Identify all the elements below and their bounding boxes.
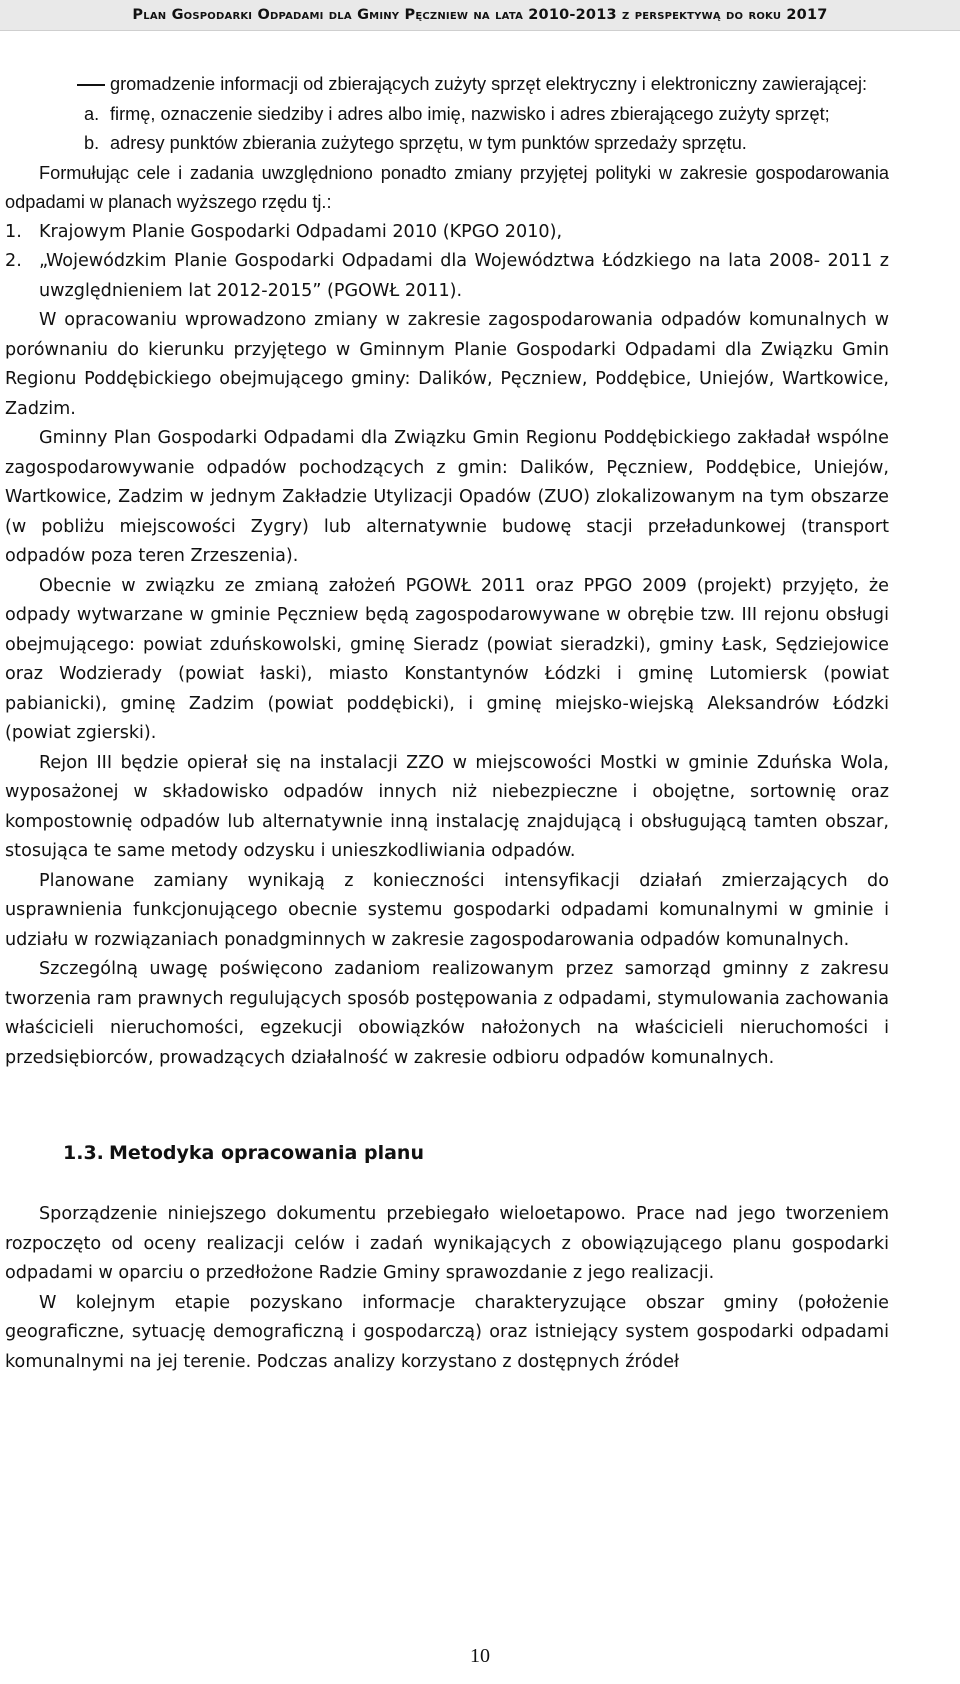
paragraph: Rejon III będzie opierał się na instalacji ZZO w miejscowości Mostki w gminie Zduńska Wola, wyposażonej w składowisko odpadów innych niż niebezpieczne i obojętne, sortownię oraz kompostownię odpadów lub alternatywnie inną instalację znajdującą i obsługującą tamten obszar, stosująca te same metody odzysku i unieszkodliwiania odpadów.: [5, 752, 889, 861]
numbered-item-text: „Wojewódzkim Planie Gospodarki Odpadami dla Województwa Łódzkiego na lata 2008- 2011 z uwzględnieniem lat 2012-2015” (PGOWŁ 2011).: [39, 251, 889, 301]
sub-list-item-b: [5, 129, 889, 159]
section-heading: [5, 1138, 889, 1168]
sub-list-item-text: adresy punktów zbierania zużytego sprzętu, w tym punktów sprzedaży sprzętu.: [110, 133, 747, 153]
sub-list-item-text: firmę, oznaczenie siedziby i adres albo imię, nazwisko i adres zbierającego zużyty sprzęt;: [110, 103, 830, 124]
dash-bullet: [77, 84, 105, 86]
section-paragraph: W kolejnym etapie pozyskano informacje charakteryzujące obszar gminy (położenie geograficzne, sytuację demograficzną i gospodarczą) oraz istniejący system gospodarki odpadami komunalnymi na jej terenie. Podczas analizy korzystano z dostępnych źródeł: [5, 1292, 889, 1372]
section-title: Metodyka opracowania planu: [109, 1142, 424, 1164]
dash-list-item-text: gromadzenie informacji od zbierających zużyty sprzęt elektryczny i elektroniczny zawierającej:: [110, 74, 868, 94]
section-number: 1.3.: [63, 1142, 104, 1164]
dash-list-item: [5, 70, 889, 100]
section-paragraph: Sporządzenie niniejszego dokumentu przebiegało wieloetapowo. Prace nad jego tworzeniem rozpoczęto od oceny realizacji celów i zadań wynikających z obowiązującego planu gospodarki odpadami w oparciu o przedłożone Radzie Gminy sprawozdanie z jego realizacji.: [5, 1204, 889, 1283]
paragraph: W opracowaniu wprowadzono zmiany w zakresie zagospodarowania odpadów komunalnych w porównaniu do kierunku przyjętego w Gminnym Planie Gospodarki Odpadami dla Związku Gmin Regionu Poddębickiego obejmującego gminy: Dalików, Pęczniew, Poddębice, Uniejów, Wartkowice, Zadzim.: [5, 310, 889, 419]
running-header: [0, 0, 960, 31]
sub-list-marker: b.: [84, 133, 100, 153]
paragraph-formulujac: Formułując cele i zadania uwzględniono ponadto zmiany przyjętej polityki w zakresie gospodarowania odpadami w planach wyższego rzędu tj.:: [5, 162, 889, 212]
sub-list-marker: a.: [84, 103, 100, 124]
numbered-item-text: Krajowym Planie Gospodarki Odpadami 2010 (KPGO 2010),: [39, 221, 563, 242]
numbered-marker: 1.: [5, 221, 22, 242]
paragraph: Obecnie w związku ze zmianą założeń PGOWŁ 2011 oraz PPGO 2009 (projekt) przyjęto, że odpady wytwarzane w gminie Pęczniew będą zagospodarowywane w obrębie tzw. III rejonu obsługi obejmującego: powiat zduńskowolski, gminę Sieradz (powiat sieradzki), gminy Łask, Sędziejowice oraz Wodzierady (powiat łaski), miasto Konstantynów Łódzki i gminę Lutomiersk (powiat pabianicki), gminę Zadzim (powiat poddębicki), i gminę miejsko-wiejską Aleksandrów Łódzki (powiat zgierski).: [5, 575, 889, 743]
document-body: [5, 70, 889, 1377]
paragraph: Gminny Plan Gospodarki Odpadami dla Związku Gmin Regionu Poddębickiego zakładał wspólne zagospodarowywanie odpadów pochodzących z gmin: Dalików, Pęczniew, Poddębice, Uniejów, Wartkowice, Zadzim w jednym Zakładzie Utylizacji Opadów (ZUO) zlokalizowanym na tym obszarze (w pobliżu miejscowości Zygry) lub alternatywnie budowę stacji przeładunkowej (transport odpadów poza teren Zrzeszenia).: [5, 428, 889, 566]
paragraph: Planowane zamiany wynikają z konieczności intensyfikacji działań zmierzających do usprawnienia funkcjonującego obecnie systemu gospodarki odpadami komunalnymi w gminie i udziału w rozwiązaniach ponadgminnych w zakresie zagospodarowania odpadów komunalnych.: [5, 870, 889, 950]
numbered-marker: 2.: [5, 251, 22, 271]
sub-list-item-a: [5, 100, 889, 130]
paragraph: Szczególną uwagę poświęcono zadaniom realizowanym przez samorząd gminny z zakresu tworzenia ram prawnych regulujących sposób postępowania z odpadami, stymulowania zachowania właścicieli nieruchomości, egzekucji obowiązków nałożonych na właścicieli nieruchomości i przedsiębiorców, prowadzących działalność w zakresie odbioru odpadów komunalnych.: [5, 959, 889, 1068]
page-number: 10: [470, 1645, 490, 1667]
numbered-item-1: [5, 218, 889, 248]
numbered-item-2: [5, 247, 889, 306]
running-header-title: Plan Gospodarki Odpadami dla Gminy Pęczniew na lata 2010-2013 z perspektywą do roku 2017: [132, 7, 828, 23]
